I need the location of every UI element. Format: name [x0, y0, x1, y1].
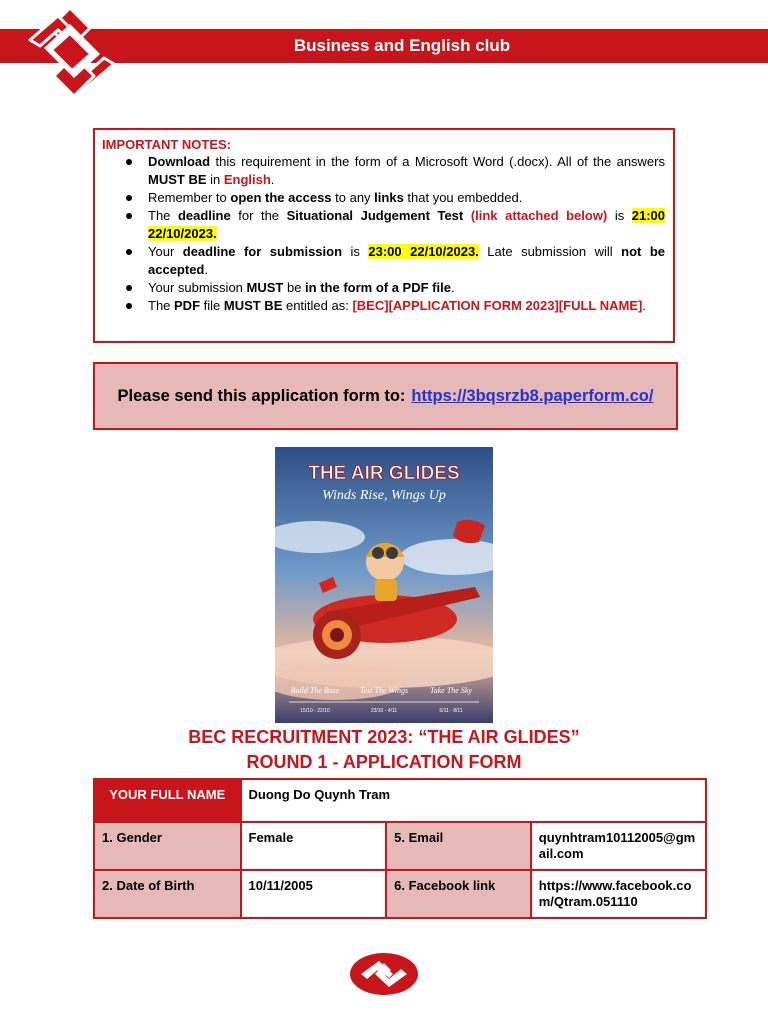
notes-title: IMPORTANT NOTES: [102, 137, 232, 152]
application-form-table [93, 778, 707, 919]
poster-title: THE AIR GLIDES [308, 463, 460, 484]
club-name: Business and English club [293, 36, 511, 55]
important-notes-box [93, 128, 675, 343]
full-name-value: Duong Do Quynh Tram [241, 779, 706, 822]
submission-label: Please send this application form to: [117, 386, 406, 405]
poster-tagline: Winds Rise, Wings Up [322, 488, 446, 503]
note-item: The deadline for the Situational Judgement Test (link attached below) is 21:00 22/10/2023. [102, 207, 665, 243]
poster-date-1: 15/10 - 22/10 [300, 708, 330, 714]
note-item: The PDF file MUST BE entitled as: [BEC][APPLICATION FORM 2023][FULL NAME]. [102, 297, 665, 315]
notes-list [102, 153, 665, 315]
note-item: Download this requirement in the form of a Microsoft Word (.docx). All of the answers MUST BE in English. [102, 153, 665, 189]
note-item: Your submission MUST be in the form of a PDF file. [102, 279, 665, 297]
table-row [94, 779, 706, 822]
dob-label: 2. Date of Birth [94, 870, 241, 918]
form-title-line-1: BEC RECRUITMENT 2023: “THE AIR GLIDES” [188, 727, 580, 747]
poster-stage-2: Test The Wings [359, 686, 409, 695]
gender-value: Female [241, 822, 387, 870]
facebook-value: https://www.facebook.com/Qtram.051110 [531, 870, 706, 918]
facebook-label: 6. Facebook link [386, 870, 531, 918]
table-row [94, 870, 706, 918]
dob-value: 10/11/2005 [241, 870, 387, 918]
table-row [94, 822, 706, 870]
gender-label: 1. Gender [94, 822, 241, 870]
bec-handshake-logo-icon [24, 6, 120, 98]
poster-stage-1: Build The Base [290, 686, 340, 695]
poster-date-3: 5/11 - 8/11 [439, 708, 463, 714]
note-item: Your deadline for submission is 23:00 22/10/2023. Late submission will not be accepted. [102, 243, 665, 279]
email-value: quynhtram10112005@gmail.com [531, 822, 706, 870]
submission-link[interactable]: https://3bqsrzb8.paperform.co/ [411, 386, 654, 405]
air-glides-poster [275, 447, 493, 723]
poster-date-2: 23/10 - 4/11 [370, 708, 398, 714]
submission-box [93, 362, 678, 430]
form-title-line-2: ROUND 1 - APPLICATION FORM [246, 752, 522, 772]
note-item: Remember to open the access to any links that you embedded. [102, 189, 665, 207]
email-label: 5. Email [386, 822, 531, 870]
bec-handshake-logo-icon [349, 952, 419, 996]
poster-stage-3: Take The Sky [430, 686, 472, 695]
full-name-label: YOUR FULL NAME [94, 779, 241, 822]
